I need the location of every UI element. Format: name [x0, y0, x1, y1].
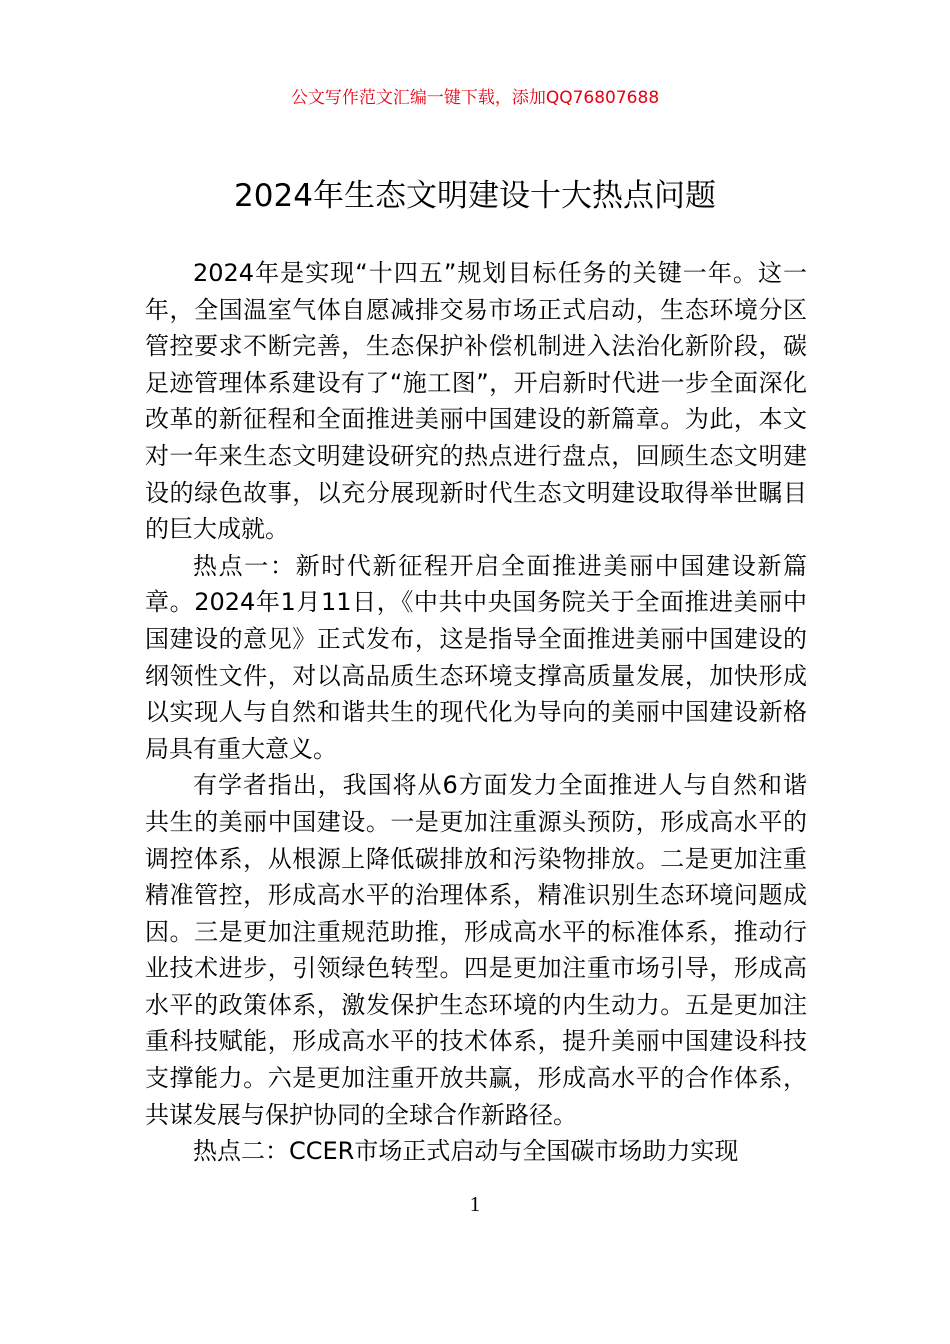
hotspot-two-paragraph: 热点二：CCER市场正式启动与全国碳市场助力实现 [193, 1137, 739, 1166]
download-promo-note: 公文写作范文汇编一键下载，添加QQ76807688 [290, 88, 660, 108]
six-aspects-paragraph: 有学者指出，我国将从6方面发力全面推进人与自然和谐共生的美丽中国建设。一是更加注重源头预防，形成高水平的调控体系，从根源上降低碳排放和污染物排放。二是更加注重精准管控，形成高水平的治理体系，精准识别生态环境问题成因。三是更加注重规范助推，形成高水平的标准体系，推动行业技术进步，引领绿色转型。四是更加注重市场引导，形成高水平的政策体系，激发保护生态环境的内生动力。五是更加注重科技赋能，形成高水平的技术体系，提升美丽中国建设科技支撑能力。六是更加注重开放共赢，形成高水平的合作体系，共谋发展与保护协同的全球合作新路径。 [145, 771, 807, 1129]
document-body [145, 255, 807, 1170]
document-title: 2024年生态文明建设十大热点问题 [234, 178, 716, 214]
page-number: 1 [469, 1192, 481, 1216]
intro-paragraph: 2024年是实现“十四五”规划目标任务的关键一年。这一年，全国温室气体自愿减排交易市场正式启动，生态环境分区管控要求不断完善，生态保护补偿机制进入法治化新阶段，碳足迹管理体系建设有了“施工图”，开启新时代进一步全面深化改革的新征程和全面推进美丽中国建设的新篇章。为此，本文对一年来生态文明建设研究的热点进行盘点，回顾生态文明建设的绿色故事，以充分展现新时代生态文明建设取得举世瞩目的巨大成就。 [145, 259, 807, 544]
hotspot-one-paragraph: 热点一：新时代新征程开启全面推进美丽中国建设新篇章。2024年1月11日，《中共中央国务院关于全面推进美丽中国建设的意见》正式发布，这是指导全面推进美丽中国建设的纲领性文件，对以高品质生态环境支撑高质量发展，加快形成以实现人与自然和谐共生的现代化为导向的美丽中国建设新格局具有重大意义。 [145, 551, 807, 763]
